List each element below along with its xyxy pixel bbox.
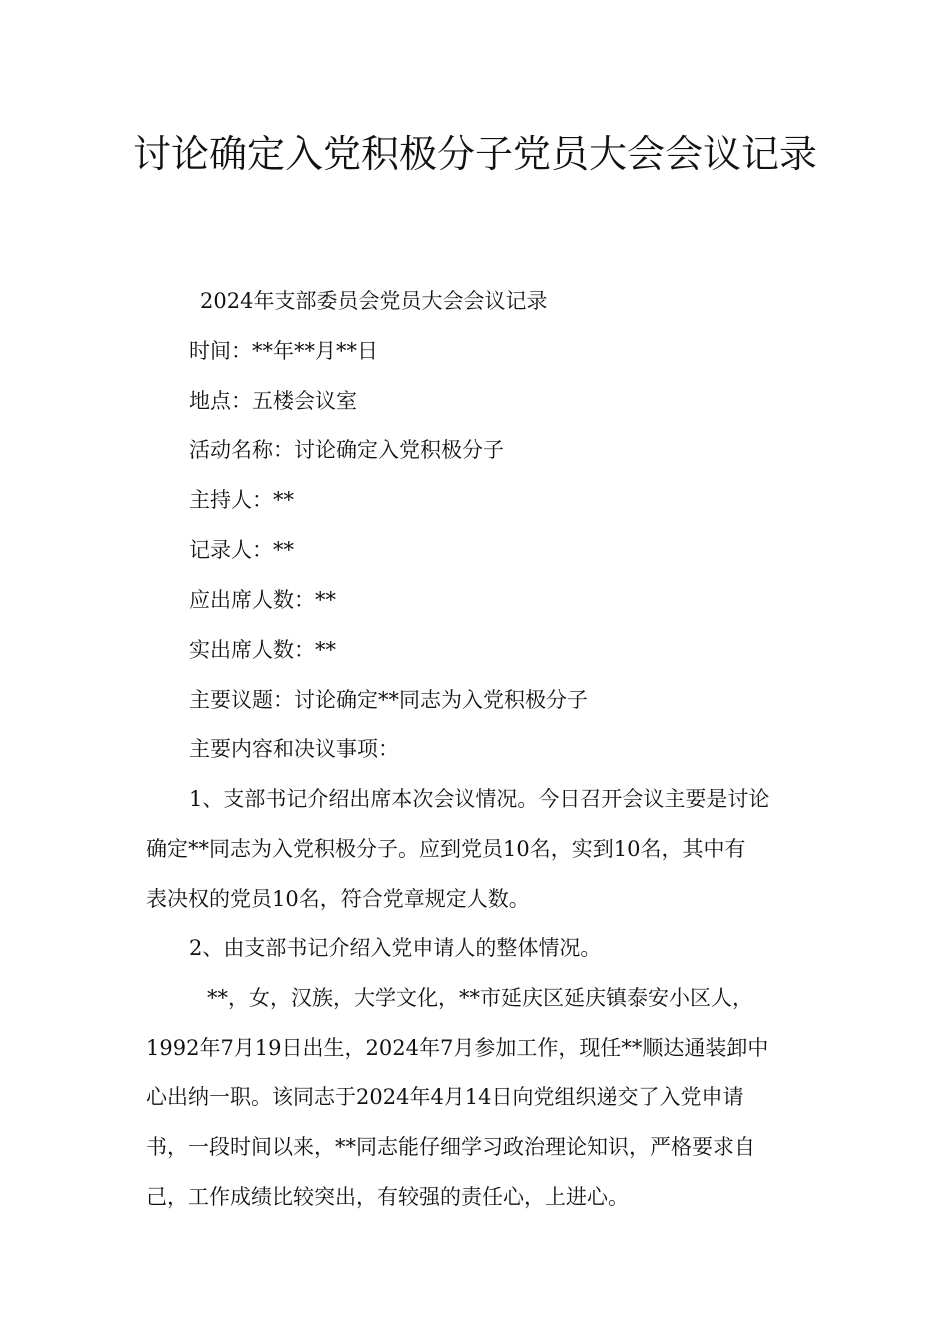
- item1-line: 表决权的党员10名，符合党章规定人数。: [146, 887, 530, 911]
- content-heading: 主要内容和决议事项：: [189, 737, 399, 761]
- profile-line: 书，一段时间以来，**同志能仔细学习政治理论知识，严格要求自: [146, 1135, 755, 1159]
- profile-line: **，女，汉族，大学文化，**市延庆区延庆镇泰安小区人，: [207, 986, 753, 1010]
- item2-line: 2、由支部书记介绍入党申请人的整体情况。: [189, 936, 602, 960]
- field-recorder: 记录人：**: [189, 538, 294, 562]
- profile-line: 心出纳一职。该同志于2024年4月14日向党组织递交了入党申请: [146, 1085, 744, 1109]
- field-actual-attendance: 实出席人数：**: [189, 638, 336, 662]
- profile-line: 1992年7月19日出生，2024年7月参加工作，现任**顺达通装卸中: [146, 1036, 769, 1060]
- profile-line: 己，工作成绩比较突出，有较强的责任心，上进心。: [146, 1185, 629, 1209]
- field-location: 地点：五楼会议室: [189, 389, 357, 413]
- field-topic: 主要议题：讨论确定**同志为入党积极分子: [189, 688, 588, 712]
- document-title: 讨论确定入党积极分子党员大会会议记录: [132, 132, 817, 176]
- field-time: 时间：**年**月**日: [189, 339, 378, 363]
- field-expected-attendance: 应出席人数：**: [189, 588, 336, 612]
- item1-line: 1、支部书记介绍出席本次会议情况。今日召开会议主要是讨论: [189, 787, 770, 811]
- item1-line: 确定**同志为入党积极分子。应到党员10名，实到10名，其中有: [146, 837, 746, 861]
- meeting-subtitle: 2024年支部委员会党员大会会议记录: [200, 289, 548, 313]
- field-host: 主持人：**: [189, 488, 294, 512]
- field-activity: 活动名称：讨论确定入党积极分子: [189, 438, 504, 462]
